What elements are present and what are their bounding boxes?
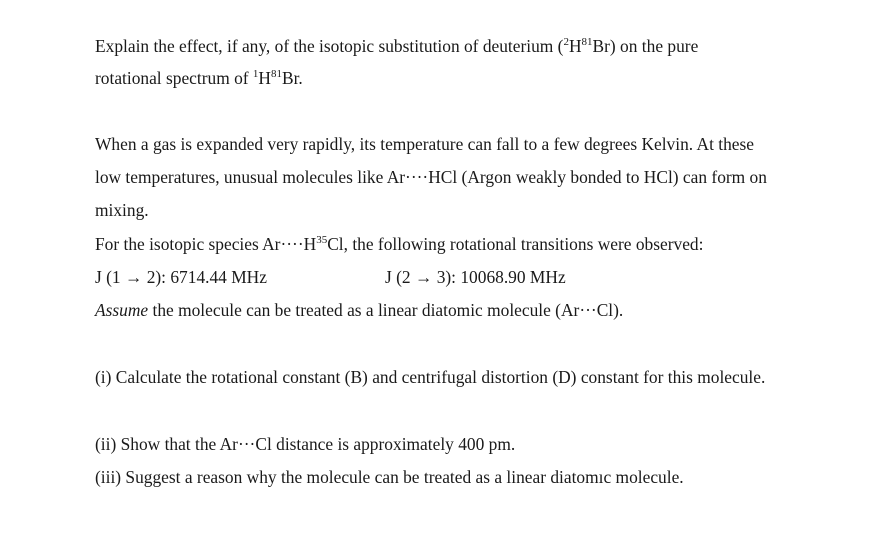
q1-line1-sup2: 81 — [581, 36, 593, 48]
assume-word: Assume — [95, 300, 149, 320]
question2-intro-line2: low temperatures, unusual molecules like Ar····HCl (Argon weakly bonded to HCl) can form on — [95, 167, 767, 187]
q1-line1-sup1: 2 — [563, 36, 569, 48]
species-sup: 35 — [316, 234, 328, 246]
q1-line2-mid1: H — [258, 68, 271, 88]
part-i: (i) Calculate the rotational constant (B) and centrifugal distortion (D) constant for this molecule. — [95, 367, 766, 387]
question1-line1 — [95, 36, 698, 56]
species-post: Cl, the following rotational transitions were observed: — [327, 234, 704, 254]
assume-rest: the molecule can be treated as a linear diatomic molecule (Ar···Cl). — [148, 300, 624, 320]
q1-line2-sup2: 81 — [270, 68, 282, 80]
transitions-line — [95, 267, 566, 287]
question2-species-line — [95, 234, 703, 254]
q1-line2-sup1: 1 — [252, 68, 259, 80]
question2-intro-line1: When a gas is expanded very rapidly, its temperature can fall to a few degrees Kelvin. At these — [95, 134, 754, 154]
part-iii: (iii) Suggest a reason why the molecule can be treated as a linear diatomıc molecule. — [95, 467, 684, 487]
q1-line2-post: Br. — [281, 68, 303, 88]
q1-line1-pre: Explain the effect, if any, of the isotopic substitution of deuterium ( — [95, 36, 564, 56]
transition-2: J (2 → 3): 10068.90 MHz — [385, 267, 566, 287]
q1-line1-post: Br) on the pure — [592, 36, 699, 56]
assume-line — [95, 300, 623, 320]
question2-intro-line3: mixing. — [95, 200, 149, 220]
part-ii: (ii) Show that the Ar···Cl distance is approximately 400 pm. — [95, 434, 516, 454]
q1-line2-pre: rotational spectrum of — [95, 68, 253, 88]
question1-line2 — [95, 68, 303, 88]
transition-1: J (1 → 2): 6714.44 MHz — [95, 267, 267, 287]
species-pre: For the isotopic species Ar····H — [95, 234, 317, 254]
q1-line1-mid1: H — [568, 36, 582, 56]
